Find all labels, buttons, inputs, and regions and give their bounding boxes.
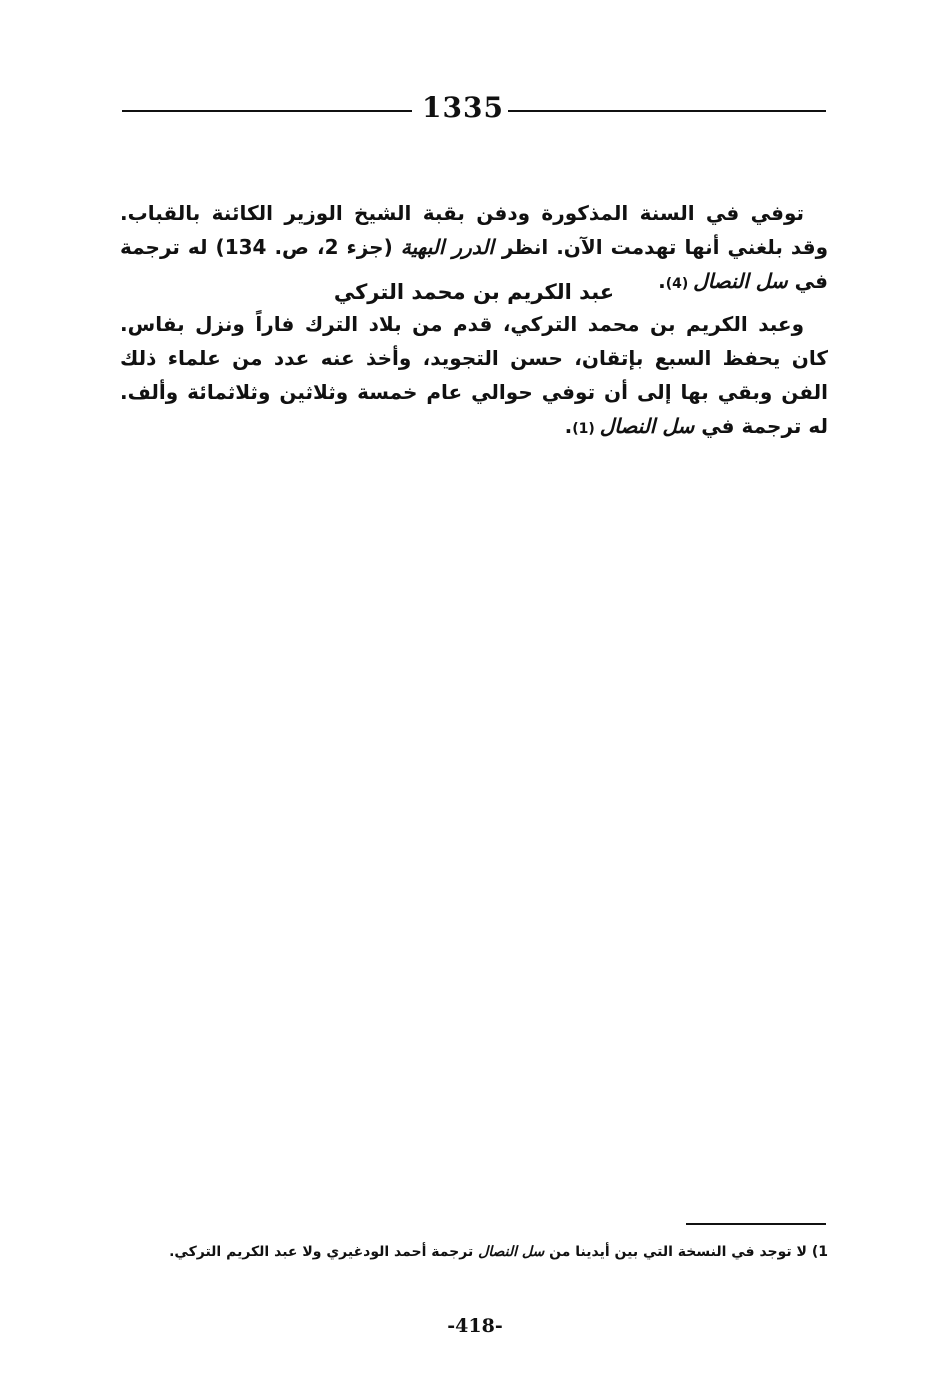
footnote-marker: 1) bbox=[806, 1244, 828, 1260]
entry1-text-before: توفي في السنة المذكورة ودفن بقبة الشيخ الوزير الكائنة بالقباب. وقد بلغني أنها تهدمت الآن. انظر bbox=[120, 201, 828, 259]
entry-heading: عبد الكريم بن محمد التركي bbox=[333, 280, 615, 304]
entry-paragraph-2 bbox=[120, 307, 828, 446]
entry2-text-end: . bbox=[564, 414, 573, 438]
header-rule-left bbox=[122, 110, 412, 112]
footnote-text-after: ترجمة أحمد الودغيري ولا عبد الكريم التركي. bbox=[169, 1244, 479, 1260]
entry1-book-title: الدرر البهية bbox=[400, 235, 494, 259]
header-rule-right bbox=[508, 110, 826, 112]
entry2-source-title: سل النصال bbox=[599, 414, 695, 438]
entry1-text-middle: (جزء 2، ص. 134) له ترجمة في bbox=[120, 235, 828, 293]
entry1-source-title: سل النصال bbox=[693, 269, 788, 293]
footnote-source-title: سل النصال bbox=[478, 1244, 545, 1260]
footnote-text-before: لا توجد في النسخة التي بين أيدينا من bbox=[544, 1244, 807, 1260]
footnote bbox=[120, 1240, 828, 1264]
entry2-text-before: وعبد الكريم بن محمد التركي، قدم من بلاد الترك فاراً ونزل بفاس. كان يحفظ السبع بإتقان، حسن التجويد، وأخذ عنه عدد من علماء ذلك الفن وبقي بها إلى أن توفي حوالي عام خمسة وثلاثين وثلاثمائة وألف. له ترجمة في bbox=[120, 312, 828, 438]
entry1-note-ref: (4) bbox=[665, 276, 694, 292]
footnote-divider bbox=[686, 1223, 826, 1225]
header-year: 1335 bbox=[422, 91, 504, 124]
page-number: -418- bbox=[447, 1315, 503, 1337]
page-header bbox=[122, 88, 826, 128]
entry2-note-ref: (1) bbox=[572, 421, 600, 437]
entry1-text-end: . bbox=[658, 269, 666, 293]
